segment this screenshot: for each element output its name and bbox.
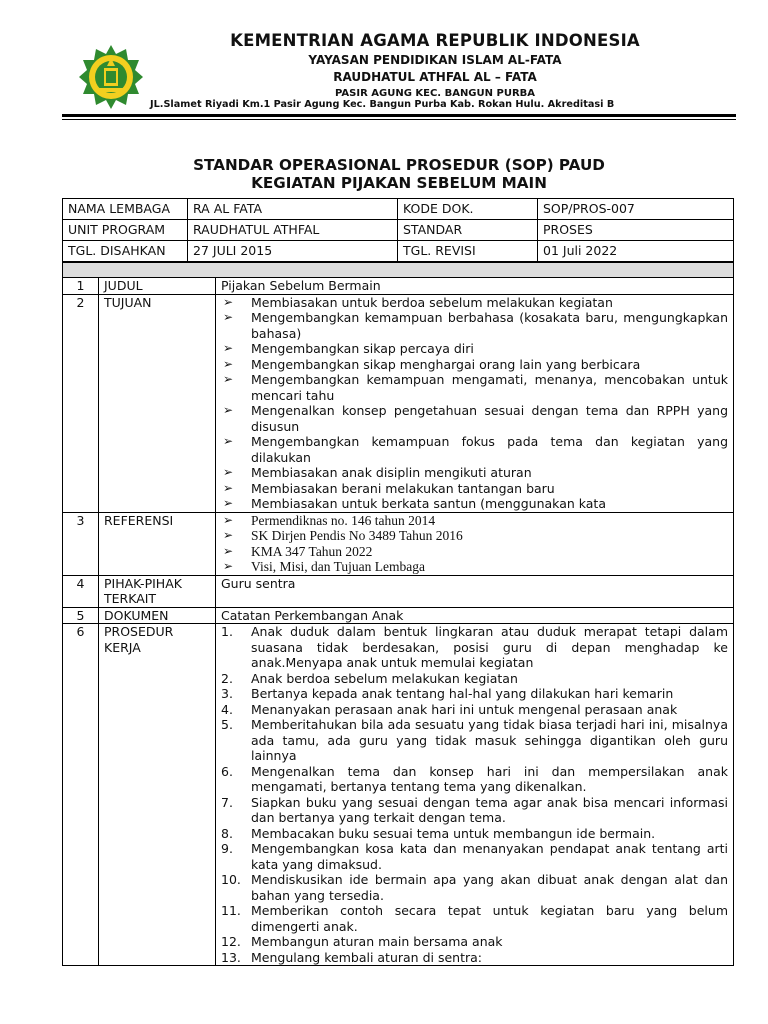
row-number: 2 [63, 294, 99, 512]
step-number: 5. [221, 717, 233, 732]
procedure-step [221, 934, 728, 950]
step-number: 2. [221, 670, 233, 686]
list-item: ➢ Membiasakan berani melakukan tantangan baru [221, 481, 728, 497]
info-label: UNIT PROGRAM [63, 220, 188, 241]
step-number: 10. [221, 872, 241, 887]
step-text: Bertanya kepada anak tentang hal-hal yang dilakukan hari kemarin [251, 686, 674, 701]
info-label: STANDAR [398, 220, 538, 241]
step-number: 12. [221, 934, 241, 949]
letterhead-divider [62, 114, 736, 117]
step-number: 6. [221, 763, 233, 779]
title-line-2: KEGIATAN PIJAKAN SEBELUM MAIN [251, 174, 547, 192]
procedure-step [221, 702, 728, 718]
step-number: 7. [221, 794, 233, 810]
procedure-step [221, 872, 728, 903]
step-text: Mendiskusikan ide bermain apa yang akan dibuat anak dengan alat dan bahan yang tersedia. [251, 872, 728, 903]
step-text: Mengulang kembali aturan di sentra: [251, 949, 482, 965]
step-text: Mengembangkan kosa kata dan menanyakan pendapat anak tentang arti kata yang dimaksud. [251, 841, 728, 872]
procedure-step [221, 717, 728, 764]
list-item: ➢ Mengembangkan kemampuan berbahasa (kosakata baru, mengungkapkan bahasa) [221, 310, 728, 341]
row-referensi [63, 512, 734, 575]
row-pihak [63, 575, 734, 607]
row-judul [63, 278, 734, 295]
list-item: ➢ Membiasakan untuk berkata santun (menggunakan kata [221, 496, 728, 512]
procedure-step [221, 826, 728, 842]
row-label: DOKUMEN [99, 607, 216, 624]
list-item: ➢ Membiasakan anak disiplin mengikuti aturan [221, 465, 728, 481]
tujuan-list [221, 295, 728, 512]
list-item: ➢ Mengenalkan konsep pengetahuan sesuai dengan tema dan RPPH yang disusun [221, 403, 728, 434]
step-number: 8. [221, 825, 233, 841]
row-dokumen [63, 607, 734, 624]
info-row [63, 220, 734, 241]
ministry-name: KEMENTRIAN AGAMA REPUBLIK INDONESIA [230, 31, 640, 50]
row-label: PROSEDUR KERJA [99, 624, 216, 966]
step-text: Mengenalkan tema dan konsep hari ini dan mempersilakan anak mengamati, bertanya tentang tema yang dikenalkan. [251, 763, 728, 794]
row-value [216, 512, 734, 575]
procedure-step [221, 671, 728, 687]
step-number: 1. [221, 624, 233, 639]
foundation-name: YAYASAN PENDIDIKAN ISLAM AL-FATA [308, 53, 562, 67]
row-label: PIHAK-PIHAK TERKAIT [99, 575, 216, 607]
row-tujuan [63, 294, 734, 512]
sop-content-table [62, 262, 734, 966]
step-number: 13. [221, 949, 241, 965]
row-label: JUDUL [99, 278, 216, 295]
row-number: 1 [63, 278, 99, 295]
prosedur-list [221, 624, 728, 965]
row-number: 3 [63, 512, 99, 575]
step-number: 11. [221, 903, 241, 918]
list-item: ➢ Permendiknas no. 146 tahun 2014 [221, 513, 728, 529]
row-label: TUJUAN [99, 294, 216, 512]
procedure-step [221, 950, 728, 966]
procedure-step [221, 841, 728, 872]
row-label: REFERENSI [99, 512, 216, 575]
step-text: Membangun aturan main bersama anak [251, 934, 503, 949]
list-item: ➢ Mengembangkan sikap percaya diri [221, 341, 728, 357]
referensi-list [221, 513, 728, 575]
title-line-1: STANDAR OPERASIONAL PROSEDUR (SOP) PAUD [193, 156, 605, 174]
info-value: PROSES [538, 220, 734, 241]
row-value: Pijakan Sebelum Bermain [216, 278, 734, 295]
list-item: ➢ Membiasakan untuk berdoa sebelum melakukan kegiatan [221, 295, 728, 311]
letterhead-divider-thin [62, 119, 736, 120]
info-row [63, 241, 734, 262]
step-text: Memberitahukan bila ada sesuatu yang tidak biasa terjadi hari ini, misalnya ada tamu, ada guru yang tidak masuk sehingga digantikan oleh guru lainnya [251, 717, 728, 763]
list-item: ➢ Visi, Misi, dan Tujuan Lembaga [221, 559, 728, 575]
list-item: ➢ Mengembangkan kemampuan mengamati, menanya, mencobakan untuk mencari tahu [221, 372, 728, 403]
row-number: 6 [63, 624, 99, 966]
list-item: ➢ KMA 347 Tahun 2022 [221, 544, 728, 560]
step-text: Anak duduk dalam bentuk lingkaran atau duduk merapat tetapi dalam suasana tidak berdesakan, posisi guru di depan menghadap ke anak.Menyapa anak untuk memulai kegiatan [251, 624, 728, 670]
school-name: RAUDHATUL ATHFAL AL – FATA [333, 70, 537, 84]
row-prosedur [63, 624, 734, 966]
info-value: SOP/PROS-007 [538, 199, 734, 220]
document-title [62, 156, 736, 192]
info-label: KODE DOK. [398, 199, 538, 220]
info-label: NAMA LEMBAGA [63, 199, 188, 220]
step-number: 3. [221, 686, 233, 701]
info-label: TGL. REVISI [398, 241, 538, 262]
info-value: RA AL FATA [188, 199, 398, 220]
letterhead [150, 30, 720, 101]
procedure-step [221, 686, 728, 702]
procedure-step [221, 624, 728, 671]
procedure-step [221, 903, 728, 934]
info-row [63, 199, 734, 220]
header-spacer-row [63, 263, 734, 278]
list-item: ➢ Mengembangkan sikap menghargai orang lain yang berbicara [221, 357, 728, 373]
row-value [216, 294, 734, 512]
step-text: Anak berdoa sebelum melakukan kegiatan [251, 670, 518, 686]
kemenag-logo [78, 44, 144, 110]
step-text: Menanyakan perasaan anak hari ini untuk mengenal perasaan anak [251, 701, 678, 717]
procedure-step [221, 795, 728, 826]
step-text: Siapkan buku yang sesuai dengan tema agar anak bisa mencari informasi dan bertanya yang terkait dengan tema. [251, 794, 728, 825]
step-number: 4. [221, 701, 233, 717]
row-number: 4 [63, 575, 99, 607]
list-item: ➢ Mengembangkan kemampuan fokus pada tema dan kegiatan yang dilakukan [221, 434, 728, 465]
step-text: Membacakan buku sesuai tema untuk membangun ide bermain. [251, 825, 656, 841]
info-label: TGL. DISAHKAN [63, 241, 188, 262]
step-text: Memberikan contoh secara tepat untuk kegiatan baru yang belum dimengerti anak. [251, 903, 728, 934]
row-value: Guru sentra [216, 575, 734, 607]
header-spacer-cell [63, 263, 734, 278]
document-info-table [62, 198, 734, 262]
list-item: ➢ SK Dirjen Pendis No 3489 Tahun 2016 [221, 528, 728, 544]
row-value: Catatan Perkembangan Anak [216, 607, 734, 624]
row-number: 5 [63, 607, 99, 624]
school-address: JL.Slamet Riyadi Km.1 Pasir Agung Kec. Bangun Purba Kab. Rokan Hulu. Akreditasi B [150, 99, 615, 110]
school-district: PASIR AGUNG KEC. BANGUN PURBA [335, 88, 535, 99]
step-number: 9. [221, 841, 233, 856]
row-value [216, 624, 734, 966]
info-value: 01 Juli 2022 [538, 241, 734, 262]
info-value: 27 JULI 2015 [188, 241, 398, 262]
info-value: RAUDHATUL ATHFAL [188, 220, 398, 241]
procedure-step [221, 764, 728, 795]
